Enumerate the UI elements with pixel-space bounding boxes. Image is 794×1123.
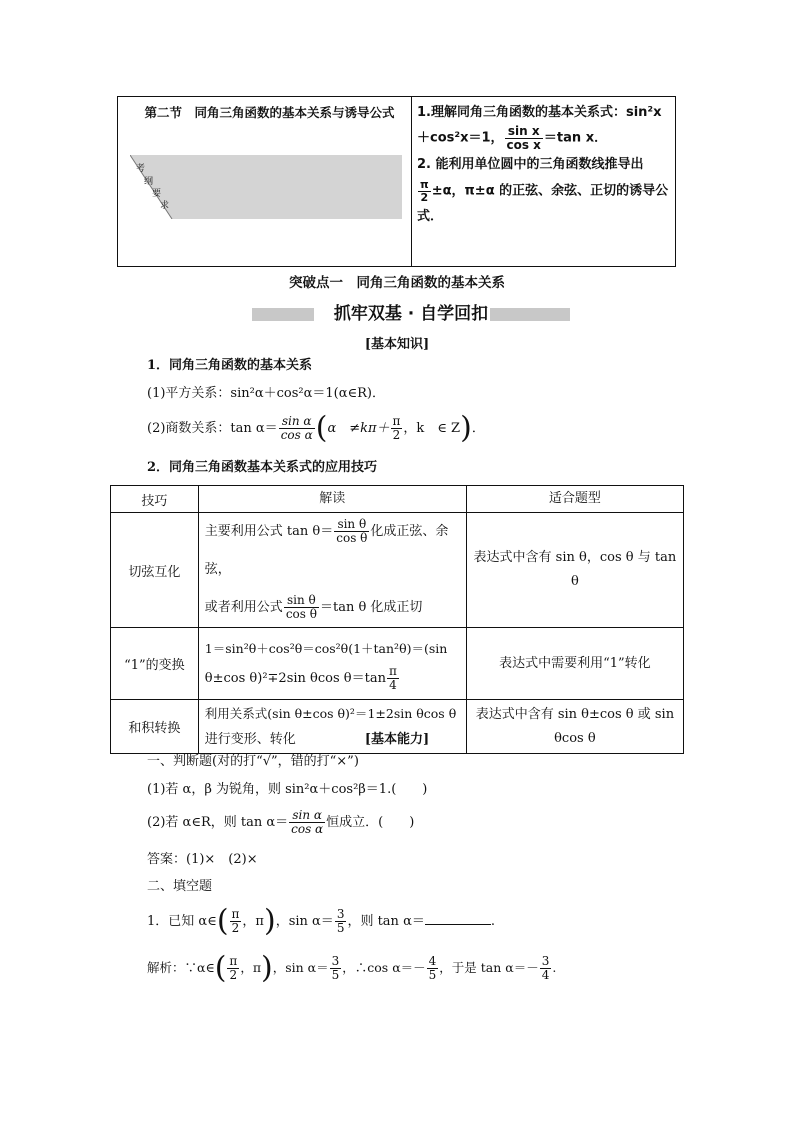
sol-pi-den: 2 xyxy=(229,968,238,982)
sol-pi-fraction xyxy=(227,955,239,981)
row1-line2 xyxy=(205,589,460,627)
k1-square-relation: (1)平方关系：sin²α＋cos²α＝1(α∈R)． xyxy=(147,386,385,401)
req1-text-b: ＝tan x． xyxy=(543,130,608,146)
quotient-num: sin α xyxy=(279,415,315,429)
judge-q1: (1)若 α，β 为锐角，则 sin²α＋cos²β＝1.( ) xyxy=(147,782,428,797)
fill-q1-c: ，sin α＝ xyxy=(275,914,334,929)
requirements-text xyxy=(417,103,675,227)
row1-text-a: 主要利用公式 tan θ＝ xyxy=(204,524,334,539)
answer-blank[interactable] xyxy=(425,912,491,925)
judge-q2-suffix: 恒成立．( ) xyxy=(326,815,415,830)
req1-frac-num: sin x xyxy=(505,125,543,139)
req2-line3: 式． xyxy=(417,209,444,225)
row1-interpretation xyxy=(198,513,466,628)
k1-quotient-relation xyxy=(147,412,485,446)
fill-q1-pi-den: 2 xyxy=(231,921,240,935)
row1-text-c: 或者利用公式 xyxy=(204,600,283,615)
req1-fraction xyxy=(505,125,543,151)
row3-line1: 利用关系式(sin θ±cos θ)²＝1±2sin θcos θ xyxy=(204,705,457,721)
quotient-fraction xyxy=(279,415,315,441)
header-box xyxy=(117,96,676,267)
k2-title: 2．同角三角函数基本关系式的应用技巧 xyxy=(147,460,378,475)
right-paren: ) xyxy=(460,410,472,446)
sol-fraction2 xyxy=(427,955,439,981)
sol-den2: 5 xyxy=(428,968,437,982)
fill-q1-a: 1．已知 α∈ xyxy=(147,914,217,929)
table-row xyxy=(111,513,684,628)
table-row xyxy=(111,628,684,700)
row2-den: 4 xyxy=(389,677,397,692)
req2-frac-num: π xyxy=(420,178,429,192)
sol-pi-num: π xyxy=(229,954,238,969)
row3-problem-type: 表达式中含有 sin θ±cos θ 或 sin θcos θ xyxy=(466,700,683,754)
sol-c: ，∴cos α＝－ xyxy=(342,960,426,975)
sol-d: ，于是 tan α＝－ xyxy=(439,960,539,975)
fill-q1-rparen: ) xyxy=(263,903,276,939)
judge-answer: 答案：(1)× (2)× xyxy=(147,852,258,867)
row1-den2: cos θ xyxy=(285,607,317,621)
row1-num2: sin θ xyxy=(284,594,319,608)
banner xyxy=(252,302,570,326)
sol-fraction3 xyxy=(540,955,552,981)
exam-requirement-tab xyxy=(130,155,402,219)
k1-title: 1．同角三角函数的基本关系 xyxy=(147,358,313,373)
tab-char-3: 要 xyxy=(152,189,162,199)
cond-b: ，k ∈ Z xyxy=(403,421,461,436)
fill-q1 xyxy=(147,904,495,940)
cond-den: 2 xyxy=(392,428,401,442)
row2-problem-type: 表达式中需要利用“1”转化 xyxy=(466,628,683,700)
row2-line1: 1＝sin²θ＋cos²θ＝cos²θ(1＋tan²θ)＝(sin xyxy=(204,640,448,656)
table-header-row xyxy=(111,486,684,513)
quotient-prefix: (2)商数关系：tan α＝ xyxy=(147,421,278,436)
header-problem-type: 适合题型 xyxy=(466,486,683,513)
req1-line2 xyxy=(417,125,675,151)
sol-num1: 3 xyxy=(331,954,340,969)
sol-den1: 5 xyxy=(331,968,340,982)
banner-text: 抓牢双基 · 自学回扣 xyxy=(333,304,489,324)
row1-fraction1 xyxy=(334,518,369,544)
req1-text-a: ＋cos²x＝1， xyxy=(417,130,504,146)
row1-den1: cos θ xyxy=(336,531,368,545)
row2-fraction xyxy=(387,665,399,691)
req2-text: ±α，π±α 的正弦、余弦、正切的诱导公 xyxy=(431,183,669,199)
judge-title: 一、判断题(对的打“√”，错的打“×”) xyxy=(147,754,359,769)
judge-q2-fraction xyxy=(289,809,325,835)
row3-technique: 和积转换 xyxy=(111,700,199,754)
row1-fraction2 xyxy=(284,594,319,620)
fill-q1-pi-num: π xyxy=(231,907,240,922)
point-title: 突破点一 同角三角函数的基本关系 xyxy=(289,275,505,291)
fill-solution xyxy=(147,950,556,986)
fill-title: 二、填空题 xyxy=(147,879,213,894)
basic-knowledge-label: [基本知识] xyxy=(364,337,430,352)
section-title: 第二节 同角三角函数的基本关系与诱导公式 xyxy=(144,105,395,120)
fill-q1-d: ，则 tan α＝ xyxy=(347,914,425,929)
fill-q1-num: 3 xyxy=(336,907,345,922)
row1-text-d: ＝tan θ 化成正切 xyxy=(319,600,423,615)
fill-q1-den: 5 xyxy=(336,921,345,935)
req1-line1: 1.理解同角三角函数的基本关系式：sin²x xyxy=(417,105,662,120)
cond-a: α ≠kπ＋ xyxy=(327,421,390,436)
fill-q1-end: . xyxy=(490,914,495,929)
req2-line2 xyxy=(417,179,675,203)
row1-text-b: 化成正弦、余弦， xyxy=(204,524,449,577)
cond-fraction xyxy=(391,415,403,441)
header-technique: 技巧 xyxy=(111,486,199,513)
req2-line1: 2. 能利用单位圆中的三角函数线推导出 xyxy=(417,157,644,173)
row2-line2 xyxy=(205,664,460,694)
sol-a: 解析：∵α∈ xyxy=(147,960,215,975)
row1-line1 xyxy=(205,513,460,589)
row2-technique: “1”的变换 xyxy=(111,628,199,700)
req2-frac-den: 2 xyxy=(420,190,429,204)
fill-q1-pi-fraction xyxy=(230,908,242,934)
tab-char-1: 考 xyxy=(136,164,146,174)
sol-num3: 3 xyxy=(541,954,550,969)
fill-q1-b: ，π xyxy=(242,914,264,929)
cond-num: π xyxy=(392,414,401,429)
judge-q2-num: sin α xyxy=(289,809,325,823)
row1-problem-type: 表达式中含有 sin θ，cos θ 与 tan θ xyxy=(466,513,683,628)
sol-pi: ，π xyxy=(240,960,262,975)
tab-char-2: 纲 xyxy=(144,177,154,187)
judge-q2 xyxy=(147,806,414,840)
basic-ability-label: [基本能力] xyxy=(364,732,430,747)
row1-technique: 切弦互化 xyxy=(111,513,199,628)
req2-fraction xyxy=(418,179,431,203)
left-paren: ( xyxy=(315,410,328,446)
sol-end: . xyxy=(552,960,557,975)
tab-char-4: 求 xyxy=(160,201,170,211)
row2-interpretation xyxy=(198,628,466,700)
row1-num1: sin θ xyxy=(334,518,369,532)
header-interpretation: 解读 xyxy=(198,486,466,513)
technique-table xyxy=(110,485,684,754)
sol-den3: 4 xyxy=(541,968,550,982)
sol-rparen: ) xyxy=(261,950,273,986)
quotient-end: ． xyxy=(471,421,485,436)
req1-frac-den: cos x xyxy=(506,137,541,152)
row3-line2: 进行变形、转化 xyxy=(204,731,296,747)
sol-b: ，sin α＝ xyxy=(272,960,329,975)
row2-num: π xyxy=(388,663,397,678)
judge-q2-prefix: (2)若 α∈R，则 tan α＝ xyxy=(147,815,289,830)
sol-fraction1 xyxy=(330,955,342,981)
header-left-cell xyxy=(118,97,412,266)
sol-num2: 4 xyxy=(428,954,437,969)
quotient-den: cos α xyxy=(280,428,313,442)
judge-q2-den: cos α xyxy=(291,822,324,836)
fill-q1-fraction xyxy=(335,908,347,934)
row2-text-b: θ±cos θ)²∓2sin θcos θ＝tan xyxy=(204,670,386,686)
fill-q1-lparen: ( xyxy=(216,903,229,939)
sol-lparen: ( xyxy=(214,950,227,986)
